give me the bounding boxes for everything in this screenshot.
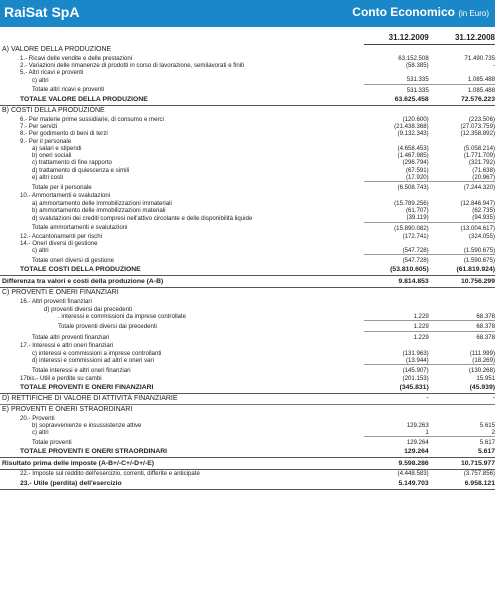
row-label: 14.- Oneri diversi di gestione: [20, 239, 98, 247]
line-item-row: [0, 240, 495, 247]
value-2008: [429, 306, 495, 313]
value-2009: 1.229: [413, 313, 429, 321]
value-2008: (45.939): [429, 383, 495, 394]
value-2008: (27.073.759): [460, 122, 495, 130]
value-2009: (13.944): [406, 356, 429, 364]
value-2009: 129.264: [364, 447, 428, 458]
line-item-row: [0, 192, 495, 199]
value-2009: [364, 288, 428, 299]
row-label: a) ammortamento delle immobilizzazioni immateriali: [32, 199, 172, 207]
report-header: [0, 0, 495, 27]
value-2008: [429, 415, 495, 422]
value-2009: [364, 415, 428, 422]
value-2009: (296.794): [402, 159, 429, 167]
row-label: Totale per il personale: [32, 184, 92, 192]
value-2008: (61.819.924): [429, 265, 495, 276]
value-2009: (145.907): [364, 365, 428, 376]
row-label: 8.- Per godimento di beni di terzi: [20, 130, 108, 138]
section-row: [0, 45, 495, 55]
row-label: c) trattamento di fine rapporto: [32, 159, 112, 167]
line-item-row: [0, 62, 495, 69]
row-label: b) oneri sociali: [32, 152, 72, 160]
value-2008: (321.792): [468, 159, 495, 167]
line-item-row: [0, 200, 495, 207]
line-item-row: [0, 167, 495, 174]
section-row: [0, 393, 495, 404]
value-2009: (15.789.256): [394, 199, 429, 207]
line-item-row: [0, 375, 495, 382]
value-2008: 68.378: [429, 321, 495, 332]
row-label: b) ammortamento delle immobilizzazioni materiali: [32, 206, 166, 214]
row-label: c) interessi e commissioni a imprese controllanti: [32, 349, 162, 357]
value-2008: 71.490.735: [464, 54, 495, 62]
row-label: TOTALE VALORE DELLA PRODUZIONE: [0, 95, 364, 106]
result-row: [0, 458, 495, 470]
value-2008: (12.846.947): [460, 199, 495, 207]
row-label: 16.- Altri proventi finanziari: [20, 298, 92, 306]
row-label: Differenza tra valori e costi della produzione (A-B): [0, 276, 364, 288]
value-2009: 129.264: [364, 437, 428, 448]
line-item-row: [0, 159, 495, 166]
value-2008: [429, 404, 495, 415]
value-2009: 63.152.508: [398, 54, 429, 62]
subtotal-row: [0, 255, 495, 266]
row-label: 23.- Utile (perdita) dell'esercizio: [0, 478, 364, 490]
column-header-2009: 31.12.2009: [364, 27, 428, 45]
value-2009: [364, 298, 428, 305]
total-row: [0, 265, 495, 276]
subtotal-row: [0, 84, 495, 95]
value-2008: 2: [491, 429, 495, 437]
row-label: B) COSTI DELLA PRODUZIONE: [0, 105, 364, 116]
row-label: c) altri: [32, 247, 49, 255]
value-2008: (3.757.856): [463, 470, 495, 478]
value-2009: (1.467.985): [397, 152, 429, 160]
line-item-row: [0, 214, 495, 222]
value-2008: 68.378: [429, 332, 495, 343]
line-item-row: [0, 233, 495, 240]
value-2008: [429, 192, 495, 199]
line-item-row: [0, 247, 495, 255]
value-2008: (1.771.709): [463, 152, 495, 160]
line-item-row: [0, 130, 495, 137]
line-item-row: [0, 152, 495, 159]
row-label: b) sopravvenienze e insussistenze attive: [32, 421, 142, 429]
value-2008: (71.638): [472, 166, 495, 174]
value-2009: (39.119): [406, 214, 429, 222]
value-2008: (20.967): [472, 174, 495, 182]
row-label: 17.- Interessi e altri oneri finanziari: [20, 342, 114, 350]
value-2009: 9.814.853: [364, 276, 428, 288]
value-2009: (58.385): [406, 61, 429, 69]
value-2009: 531.335: [364, 84, 428, 95]
row-label: Totale ammortamenti e svalutazioni: [32, 224, 128, 232]
value-2009: (61.707): [406, 206, 429, 214]
value-2008: [429, 298, 495, 305]
line-item-row: [0, 138, 495, 145]
value-2009: [364, 192, 428, 199]
subtotal-row: [0, 321, 495, 332]
value-2009: [364, 105, 428, 116]
report-title: [352, 5, 489, 19]
line-item-row: [0, 123, 495, 130]
row-label: 9.- Per il personale: [20, 137, 72, 145]
value-2009: (345.831): [364, 383, 428, 394]
value-2009: [364, 404, 428, 415]
value-2009: 531.335: [406, 76, 429, 84]
row-label: Totale proventi: [32, 439, 72, 447]
total-row: [0, 95, 495, 106]
value-2009: -: [364, 393, 428, 404]
value-2009: (9.132.343): [397, 130, 429, 138]
value-2008: 6.958.121: [429, 478, 495, 490]
result-row: [0, 478, 495, 490]
value-2008: [429, 138, 495, 145]
row-label: TOTALE PROVENTI E ONERI STRAORDINARI: [0, 447, 364, 458]
row-label: 5.- Altri ricavi e proventi: [20, 69, 84, 77]
currency-unit: (in Euro): [458, 9, 489, 18]
row-label: c) altri: [32, 76, 49, 84]
line-item-row: [0, 69, 495, 76]
value-2009: [364, 45, 428, 55]
row-label: A) VALORE DELLA PRODUZIONE: [2, 45, 112, 53]
row-label: 6.- Per materie prime sussidiarie, di consumo e merci: [20, 115, 164, 123]
value-2008: (111.999): [469, 349, 495, 357]
line-item-row: [0, 415, 495, 422]
value-2008: [429, 342, 495, 349]
value-2009: (67.591): [406, 166, 429, 174]
line-item-row: [0, 342, 495, 349]
subtotal-row: [0, 222, 495, 233]
report-title-text: Conto Economico: [352, 5, 455, 19]
value-2008: -: [429, 393, 495, 404]
row-label: Totale altri ricavi e proventi: [32, 86, 105, 94]
value-2008: (18.269): [472, 356, 495, 364]
row-label: Risultato prima delle imposte (A-B+/-C+/-D+/-E): [0, 458, 364, 470]
income-statement-table: [0, 27, 495, 490]
value-2008: 15.951: [476, 375, 495, 383]
value-2009: (53.810.605): [364, 265, 428, 276]
row-label: E) PROVENTI E ONERI STRAORDINARI: [0, 404, 364, 415]
value-2009: [364, 342, 428, 349]
value-2008: 10.715.977: [429, 458, 495, 470]
row-label: d) interessi e commissioni ad altri e oneri vari: [32, 357, 154, 365]
header-spacer: [0, 27, 364, 45]
row-label: 17bis.- Utili e perdite su cambi: [20, 375, 102, 383]
row-label: 2.- Variazioni delle rimanenze di prodotti in corso di lavorazione, semilavorati e finiti: [20, 61, 245, 69]
value-2008: (1.590.675): [463, 247, 495, 255]
value-2009: (4.448.583): [397, 470, 429, 478]
value-2008: (94.935): [472, 214, 495, 222]
row-label: 12.- Accantonamenti per rischi: [20, 232, 102, 240]
value-2009: [364, 240, 428, 247]
value-2009: (15.890.082): [364, 222, 428, 233]
value-2009: (547.728): [364, 255, 428, 266]
value-2009: [364, 138, 428, 145]
value-2008: 1.085.488: [467, 76, 495, 84]
value-2009: 1.229: [364, 332, 428, 343]
value-2009: [364, 306, 428, 313]
value-2008: [429, 45, 495, 55]
value-2008: 68.378: [476, 313, 495, 321]
value-2009: (21.438.368): [394, 122, 429, 130]
line-item-row: [0, 313, 495, 321]
section-row: [0, 288, 495, 299]
row-label: d) proventi diversi dai precedenti: [44, 305, 133, 313]
line-item-row: [0, 116, 495, 123]
value-2009: (6.508.743): [364, 182, 428, 193]
value-2008: (130.268): [429, 365, 495, 376]
value-2008: 10.756.299: [429, 276, 495, 288]
row-label: 1.- Ricavi delle vendite e delle prestazioni: [20, 54, 133, 62]
value-2008: 5.617: [429, 447, 495, 458]
line-item-row: [0, 357, 495, 365]
line-item-row: [0, 470, 495, 478]
value-2009: (172.741): [402, 232, 429, 240]
value-2008: (12.358.892): [460, 130, 495, 138]
row-label: Totale oneri diversi di gestione: [32, 257, 114, 265]
row-label: Totale altri proventi finanziari: [32, 334, 110, 342]
line-item-row: [0, 298, 495, 305]
value-2009: (131.963): [402, 349, 429, 357]
row-label: Totale interessi e altri oneri finanziari: [32, 366, 131, 374]
total-row: [0, 447, 495, 458]
row-label: 7.- Per servizi: [20, 122, 58, 130]
value-2008: (1.590.675): [429, 255, 495, 266]
value-2008: (5.058.214): [463, 144, 495, 152]
value-2009: (4.658.453): [397, 144, 429, 152]
column-header-2008: 31.12.2008: [429, 27, 495, 45]
value-2009: 1: [425, 429, 429, 437]
value-2009: (120.600): [402, 115, 429, 123]
row-label: TOTALE COSTI DELLA PRODUZIONE: [0, 265, 364, 276]
value-2008: 5.615: [479, 421, 495, 429]
row-label: 20.- Proventi: [20, 414, 55, 422]
subtotal-row: [0, 365, 495, 376]
column-header-row: [0, 27, 495, 45]
value-2008: (324.055): [468, 232, 495, 240]
row-label: 22.- Imposte sul reddito dell'esercizio, correnti, differite e anticipate: [20, 470, 200, 478]
row-label: C) PROVENTI E ONERI FINANZIARI: [0, 288, 364, 299]
row-label: . interessi e commissioni da imprese controllate: [58, 313, 187, 321]
line-item-row: [0, 174, 495, 182]
value-2009: 5.149.703: [364, 478, 428, 490]
value-2009: 9.598.286: [364, 458, 428, 470]
value-2008: (62.735): [472, 206, 495, 214]
line-item-row: [0, 145, 495, 152]
value-2008: [429, 288, 495, 299]
value-2009: 1.229: [364, 321, 428, 332]
total-row: [0, 383, 495, 394]
value-2008: [429, 105, 495, 116]
line-item-row: [0, 429, 495, 437]
row-label: d) svalutazioni dei crediti compresi nell'attivo circolante e delle disponibilità liquide: [32, 214, 253, 222]
subtotal-row: [0, 182, 495, 193]
row-label: c) altri: [32, 429, 49, 437]
section-row: [0, 105, 495, 116]
value-2009: [364, 69, 428, 76]
line-item-row: [0, 207, 495, 214]
row-label: TOTALE PROVENTI E ONERI FINANZIARI: [0, 383, 364, 394]
value-2009: (547.728): [402, 247, 429, 255]
value-2008: -: [492, 61, 495, 69]
value-2009: (17.920): [406, 174, 429, 182]
row-label: e) altri costi: [32, 174, 64, 182]
line-item-row: [0, 76, 495, 84]
value-2008: (223.506): [468, 115, 495, 123]
result-row: [0, 276, 495, 288]
subtotal-row: [0, 332, 495, 343]
value-2008: 72.576.223: [429, 95, 495, 106]
value-2008: (13.004.617): [429, 222, 495, 233]
line-item-row: [0, 422, 495, 429]
value-2009: (201.153): [402, 375, 429, 383]
value-2008: 1.085.488: [429, 84, 495, 95]
section-row: [0, 404, 495, 415]
row-label: d) trattamento di quiescenza e simili: [32, 166, 130, 174]
row-label: Totale proventi diversi dai precedenti: [58, 323, 157, 331]
row-label: a) salari e stipendi: [32, 144, 82, 152]
value-2008: [429, 69, 495, 76]
value-2009: 129.263: [406, 421, 429, 429]
value-2008: (7.244.320): [429, 182, 495, 193]
row-label: D) RETTIFICHE DI VALORE DI ATTIVITÀ FINANZIARIE: [0, 393, 364, 404]
value-2008: 5.617: [429, 437, 495, 448]
line-item-row: [0, 306, 495, 313]
company-name: RaiSat SpA: [4, 4, 80, 20]
value-2008: [429, 240, 495, 247]
line-item-row: [0, 350, 495, 357]
row-label: 10.- Ammortamenti e svalutazioni: [20, 192, 111, 200]
value-2009: 63.625.458: [364, 95, 428, 106]
line-item-row: [0, 55, 495, 62]
subtotal-row: [0, 437, 495, 448]
